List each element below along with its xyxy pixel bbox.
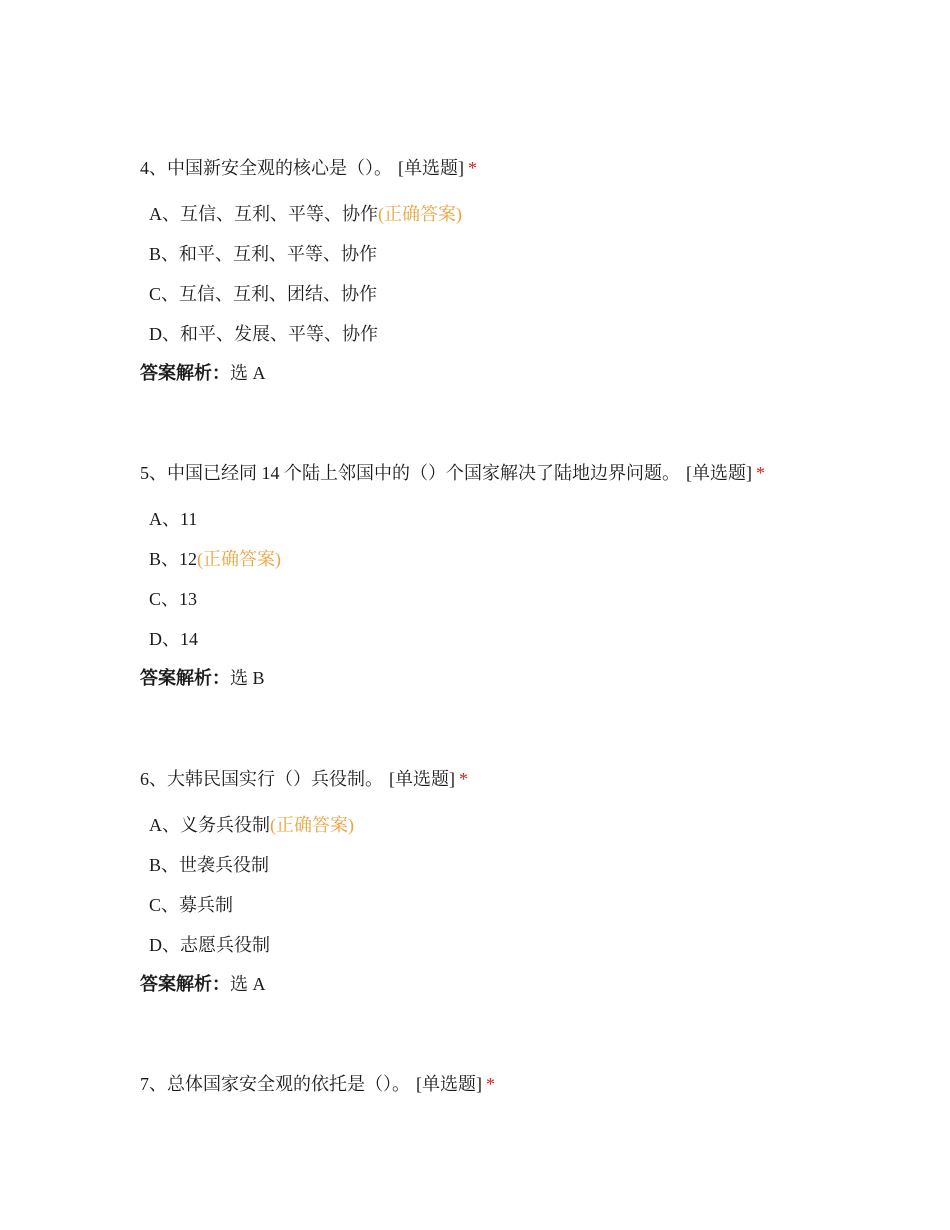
- option-b: [149, 242, 900, 266]
- analysis-label: 答案解析：: [140, 974, 230, 994]
- option-list: [140, 813, 900, 957]
- question-type: [单选题]: [398, 158, 464, 178]
- question-title: [140, 1072, 900, 1096]
- option-text: A、义务兵役制: [149, 815, 270, 835]
- question-type: [单选题]: [389, 769, 455, 789]
- analysis-label: 答案解析：: [140, 668, 230, 688]
- question-text: 7、总体国家安全观的依托是（）。: [140, 1074, 410, 1094]
- option-c: [149, 893, 900, 917]
- question-title: [140, 767, 900, 791]
- question-title: [140, 156, 900, 180]
- option-a: [149, 202, 900, 226]
- question-text: 4、中国新安全观的核心是（）。: [140, 158, 392, 178]
- analysis-text: 选 A: [230, 363, 266, 383]
- option-d: [149, 322, 900, 346]
- question-text: 5、中国已经同 14 个陆上邻国中的（）个国家解决了陆地边界问题。: [140, 463, 680, 483]
- option-text: D、14: [149, 629, 198, 649]
- option-text: D、和平、发展、平等、协作: [149, 324, 378, 344]
- question-title: [140, 461, 900, 485]
- option-text: C、募兵制: [149, 895, 234, 915]
- option-text: B、12: [149, 549, 198, 569]
- option-c: [149, 282, 900, 306]
- analysis-label: 答案解析：: [140, 363, 230, 383]
- question-type: [单选题]: [686, 463, 752, 483]
- option-text: A、互信、互利、平等、协作: [149, 204, 378, 224]
- option-text: C、互信、互利、团结、协作: [149, 284, 378, 304]
- required-mark: *: [756, 463, 765, 483]
- option-text: D、志愿兵役制: [149, 935, 270, 955]
- correct-answer-note: (正确答案): [270, 815, 354, 835]
- option-list: [140, 507, 900, 651]
- option-a: [149, 813, 900, 837]
- question-4: [140, 156, 900, 385]
- analysis-text: 选 B: [230, 668, 265, 688]
- answer-analysis: [140, 972, 900, 996]
- question-7: [140, 1072, 900, 1096]
- answer-analysis: [140, 361, 900, 385]
- question-type: [单选题]: [416, 1074, 482, 1094]
- answer-analysis: [140, 666, 900, 690]
- correct-answer-note: (正确答案): [197, 549, 282, 569]
- option-a: [149, 507, 900, 531]
- option-d: [149, 933, 900, 957]
- option-text: C、13: [149, 589, 198, 609]
- correct-answer-note: (正确答案): [378, 204, 462, 224]
- option-list: [140, 202, 900, 346]
- option-b: [149, 547, 900, 571]
- option-d: [149, 627, 900, 651]
- required-mark: *: [486, 1074, 495, 1094]
- analysis-text: 选 A: [230, 974, 266, 994]
- option-text: B、和平、互利、平等、协作: [149, 244, 378, 264]
- question-text: 6、大韩民国实行（）兵役制。: [140, 769, 383, 789]
- required-mark: *: [459, 769, 468, 789]
- option-b: [149, 853, 900, 877]
- question-5: [140, 461, 900, 690]
- question-6: [140, 767, 900, 996]
- option-text: B、世袭兵役制: [149, 855, 270, 875]
- option-text: A、11: [149, 509, 198, 529]
- option-c: [149, 587, 900, 611]
- required-mark: *: [468, 158, 477, 178]
